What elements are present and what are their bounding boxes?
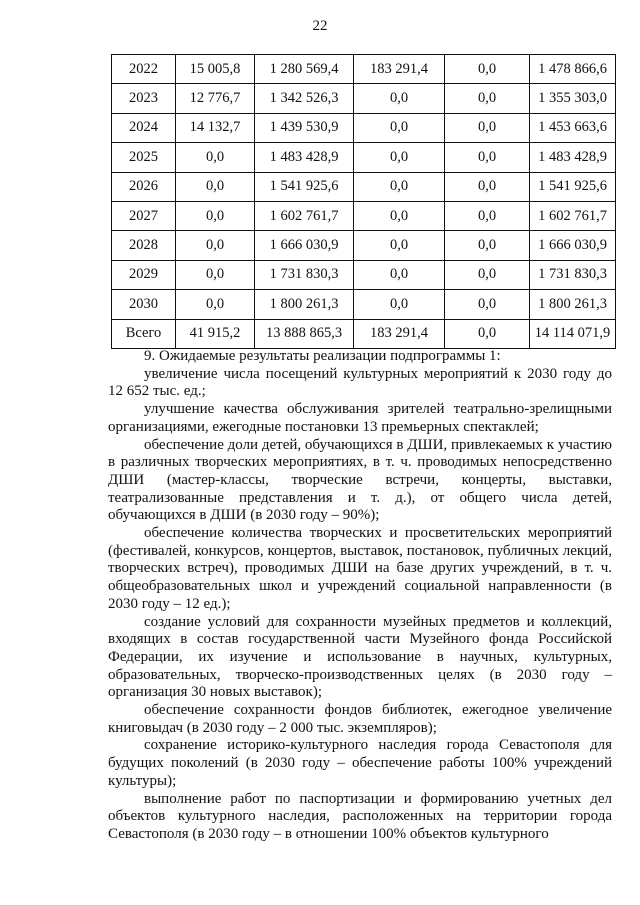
table-cell-value: 1 280 569,4	[255, 55, 354, 84]
table-cell-value: 0,0	[445, 319, 530, 348]
table-cell-value: 1 439 530,9	[255, 113, 354, 142]
table-cell-value: 0,0	[354, 260, 445, 289]
table-cell-value: 183 291,4	[354, 319, 445, 348]
page-number: 22	[312, 18, 328, 34]
result-paragraph: увеличение числа посещений культурных мероприятий к 2030 году до 12 652 тыс. ед.;	[108, 365, 612, 400]
table-row	[112, 84, 616, 113]
result-paragraph: обеспечение сохранности фондов библиотек, ежегодное увеличение книговыдач (в 2030 году – 2 000 тыс. экземпляров);	[108, 702, 612, 736]
table-cell-value: 0,0	[445, 55, 530, 84]
table-cell-value: 13 888 865,3	[255, 319, 354, 348]
table-cell-year: 2025	[112, 143, 176, 172]
result-paragraph: создание условий для сохранности музейных предметов и коллекций, входящих в состав государственной части Музейного фонда Российской Федерации, их изучение и использование в научных, культурных, образовательных, творческо-производственных целях (в 2030 году – организация 30 новых выставок);	[108, 613, 612, 701]
table-cell-year: 2024	[112, 113, 176, 142]
table-cell-value: 1 342 526,3	[255, 84, 354, 113]
result-paragraph: обеспечение доли детей, обучающихся в ДШИ, привлекаемых к участию в различных творческих мероприятиях, в т. ч. проводимых непосредственно ДШИ (мастер-классы, творческие встречи, концерты, выставки, театрализованные представления и т. д.), от общего числа детей, обучающихся в ДШИ (в 2030 году – 90%);	[108, 436, 612, 524]
table-cell-value: 0,0	[176, 260, 255, 289]
table-cell-value: 1 666 030,9	[255, 231, 354, 260]
table-cell-value: 1 355 303,0	[530, 84, 616, 113]
result-paragraph: улучшение качества обслуживания зрителей театрально-зрелищными организациями, ежегодные постановки 13 премьерных спектаклей;	[108, 401, 612, 435]
table-cell-value: 0,0	[354, 113, 445, 142]
table-cell-value: 1 731 830,3	[530, 260, 616, 289]
table-cell-value: 0,0	[176, 172, 255, 201]
table-cell-value: 41 915,2	[176, 319, 255, 348]
table-cell-value: 1 483 428,9	[255, 143, 354, 172]
table-cell-value: 0,0	[354, 201, 445, 230]
budget-table-body	[112, 55, 616, 349]
table-cell-year: 2030	[112, 290, 176, 319]
table-cell-value: 0,0	[354, 84, 445, 113]
table-cell-value: 1 483 428,9	[530, 143, 616, 172]
table-cell-value: 12 776,7	[176, 84, 255, 113]
table-cell-year: 2022	[112, 55, 176, 84]
table-cell-value: 1 541 925,6	[255, 172, 354, 201]
table-cell-year: 2027	[112, 201, 176, 230]
table-cell-value: 0,0	[445, 172, 530, 201]
table-row	[112, 260, 616, 289]
table-row	[112, 201, 616, 230]
table-cell-value: 1 478 866,6	[530, 55, 616, 84]
table-cell-value: 1 666 030,9	[530, 231, 616, 260]
table-cell-value: 0,0	[176, 290, 255, 319]
table-cell-year: Всего	[112, 319, 176, 348]
table-cell-value: 183 291,4	[354, 55, 445, 84]
table-cell-value: 0,0	[176, 201, 255, 230]
section-heading: 9. Ожидаемые результаты реализации подпрограммы 1:	[144, 348, 501, 364]
table-cell-value: 0,0	[445, 231, 530, 260]
table-cell-value: 0,0	[445, 201, 530, 230]
table-cell-value: 1 800 261,3	[255, 290, 354, 319]
result-paragraph: выполнение работ по паспортизации и формированию учетных дел объектов культурного наследия, расположенных на территории города Севастополя (в 2030 году – в отношении 100% объектов культурного	[108, 790, 612, 842]
table-cell-value: 1 602 761,7	[530, 201, 616, 230]
expected-results-text	[108, 348, 612, 844]
table-row	[112, 143, 616, 172]
table-row	[112, 319, 616, 348]
table-cell-value: 0,0	[445, 260, 530, 289]
table-cell-value: 0,0	[445, 84, 530, 113]
table-cell-value: 0,0	[354, 172, 445, 201]
table-cell-year: 2026	[112, 172, 176, 201]
table-row	[112, 55, 616, 84]
budget-table	[111, 54, 616, 349]
table-cell-value: 1 731 830,3	[255, 260, 354, 289]
table-row	[112, 172, 616, 201]
table-cell-value: 1 800 261,3	[530, 290, 616, 319]
result-paragraph: обеспечение количества творческих и просветительских мероприятий (фестивалей, конкурсов, концертов, выставок, постановок, публичных лекций, творческих встреч), проводимых ДШИ на базе других учреждений, в т. ч. общеобразовательных школ и учреждений социальной направленности (в 2030 году – 12 ед.);	[108, 525, 612, 612]
table-cell-value: 15 005,8	[176, 55, 255, 84]
table-cell-year: 2023	[112, 84, 176, 113]
table-cell-value: 14 132,7	[176, 113, 255, 142]
table-cell-value: 14 114 071,9	[530, 319, 616, 348]
table-row	[112, 113, 616, 142]
table-cell-value: 0,0	[176, 143, 255, 172]
table-cell-value: 1 602 761,7	[255, 201, 354, 230]
table-cell-value: 0,0	[354, 143, 445, 172]
table-row	[112, 231, 616, 260]
table-cell-year: 2028	[112, 231, 176, 260]
table-cell-year: 2029	[112, 260, 176, 289]
table-cell-value: 0,0	[354, 231, 445, 260]
table-cell-value: 0,0	[354, 290, 445, 319]
table-cell-value: 1 453 663,6	[530, 113, 616, 142]
table-cell-value: 0,0	[176, 231, 255, 260]
table-row	[112, 290, 616, 319]
result-paragraph: сохранение историко-культурного наследия города Севастополя для будущих поколений (в 2030 году – обеспечение работы 100% учреждений культуры);	[108, 737, 612, 789]
table-cell-value: 1 541 925,6	[530, 172, 616, 201]
table-cell-value: 0,0	[445, 143, 530, 172]
table-cell-value: 0,0	[445, 113, 530, 142]
table-cell-value: 0,0	[445, 290, 530, 319]
